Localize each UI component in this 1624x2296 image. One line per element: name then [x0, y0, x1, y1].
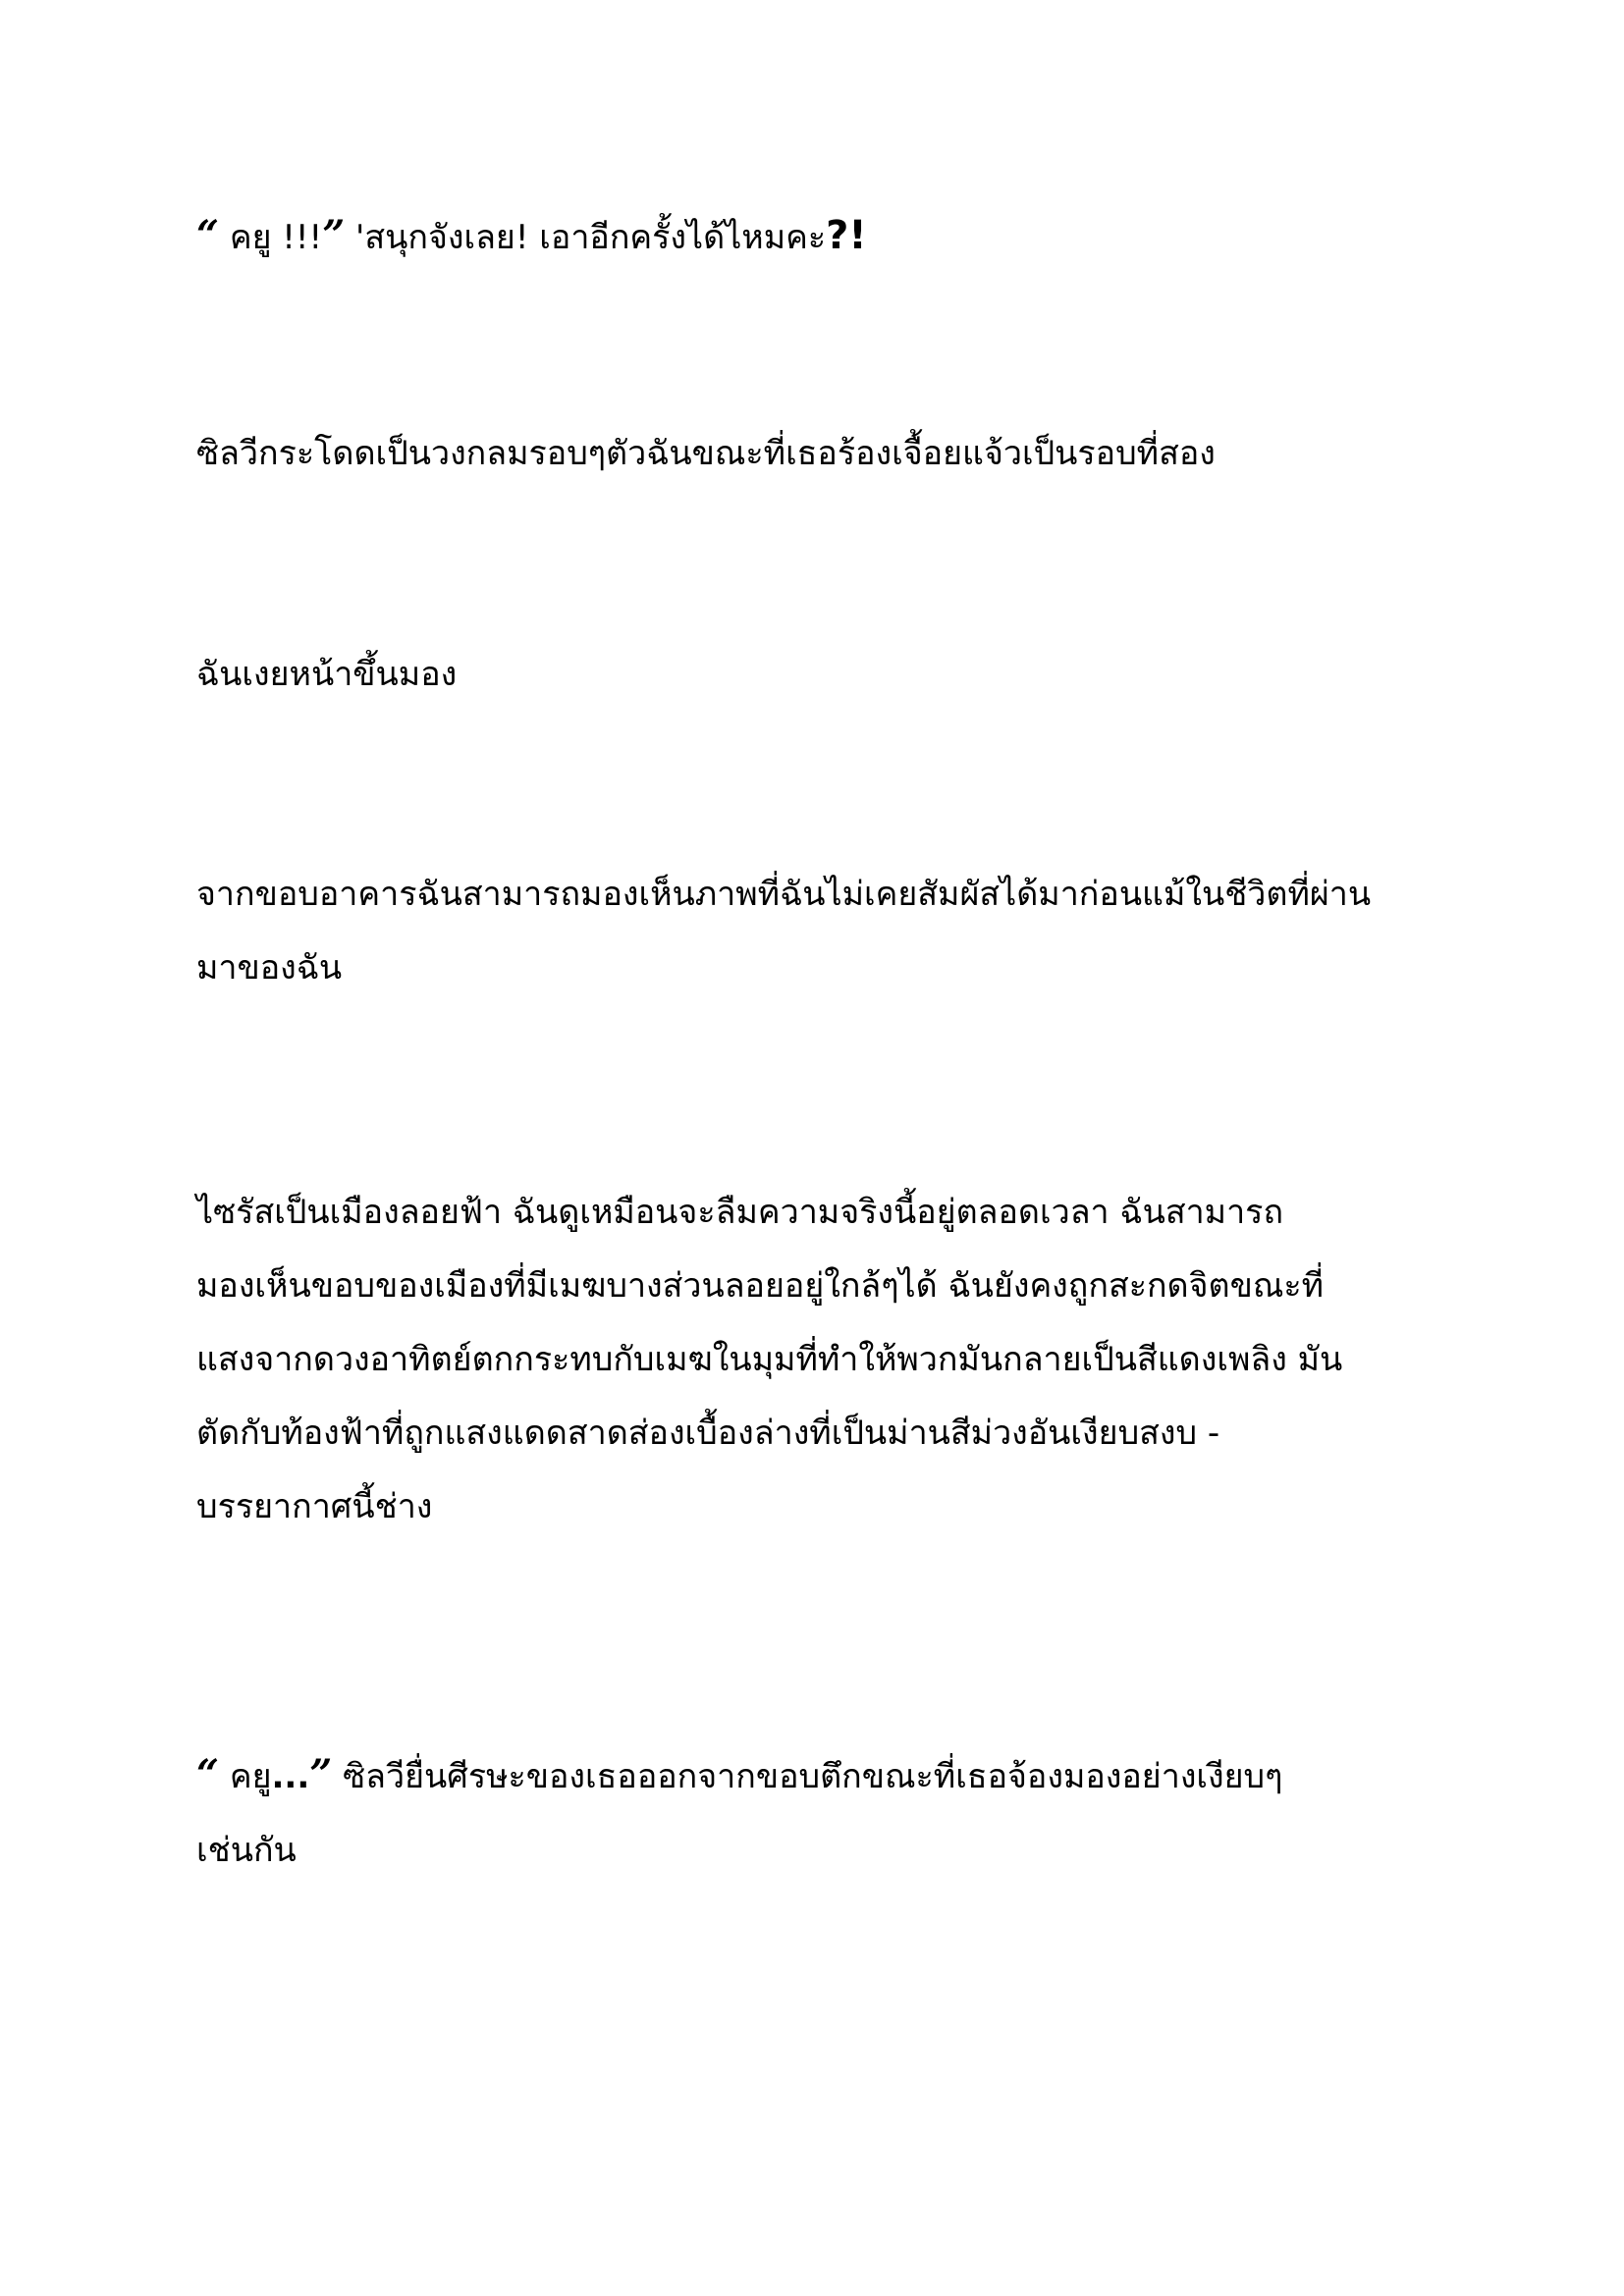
open-quote: “ — [196, 1751, 220, 1797]
speech-text: คยู — [219, 1757, 272, 1796]
paragraph-5-line-5: บรรยากาศนี้ช่าง — [196, 1487, 433, 1526]
paragraph-6 — [196, 1737, 1434, 1888]
paragraph-5-line-4: ตัดกับท้องฟ้าที่ถูกแสงแดดสาดส่องเบื้องล่างที่เป็นม่านสีม่วงอันเงียบสงบ - — [196, 1414, 1220, 1453]
paragraph-5-line-3: แสงจากดวงอาทิตย์ตกกระทบกับเมฆในมุมที่ทำให้พวกมันกลายเป็นสีแดงเพลิง มัน — [196, 1340, 1343, 1379]
paragraph-5-line-2: มองเห็นขอบของเมืองที่มีเมฆบางส่วนลอยอยู่ใกล้ๆได้ ฉันยังคงถูกสะกดจิตขณะที่ — [196, 1266, 1325, 1306]
ellipsis: ... — [271, 1757, 310, 1796]
paragraph-4-line-1: จากขอบอาคารฉันสามารถมองเห็นภาพที่ฉันไม่เคยสัมผัสได้มาก่อนแม้ในชีวิตที่ผ่าน — [196, 875, 1372, 914]
paragraph-1 — [196, 198, 1434, 275]
close-quote: ” — [322, 212, 346, 258]
paragraph-5-line-1: ไซรัสเป็นเมืองลอยฟ้า ฉันดูเหมือนจะลืมความจริงนี้อยู่ตลอดเวลา ฉันสามารถ — [196, 1193, 1284, 1232]
narration-text: ซิลวียื่นศีรษะของเธอออกจากขอบตึกขณะที่เธอจ้องมองอย่างเงียบๆ — [332, 1757, 1283, 1796]
paragraph-3: ฉันเงยหน้าขึ้นมอง — [196, 655, 458, 694]
paragraph-2: ซิลวีกระโดดเป็นวงกลมรอบๆตัวฉันขณะที่เธอร้องเจื้อยแจ้วเป็นรอบที่สอง — [196, 434, 1216, 473]
end-mark: ?! — [826, 213, 867, 258]
paragraph-4 — [196, 858, 1434, 1005]
paragraph-4-line-2: มาของฉัน — [196, 948, 343, 988]
speech-text: คยู !!! — [219, 218, 323, 257]
paragraph-5 — [196, 1176, 1434, 1544]
paragraph-6-line-2: เช่นกัน — [196, 1831, 297, 1870]
close-quote: ” — [309, 1751, 333, 1797]
open-quote: “ — [196, 212, 220, 258]
narration-text: 'สนุกจังเลย! เอาอีกครั้งได้ไหมคะ — [345, 218, 827, 257]
